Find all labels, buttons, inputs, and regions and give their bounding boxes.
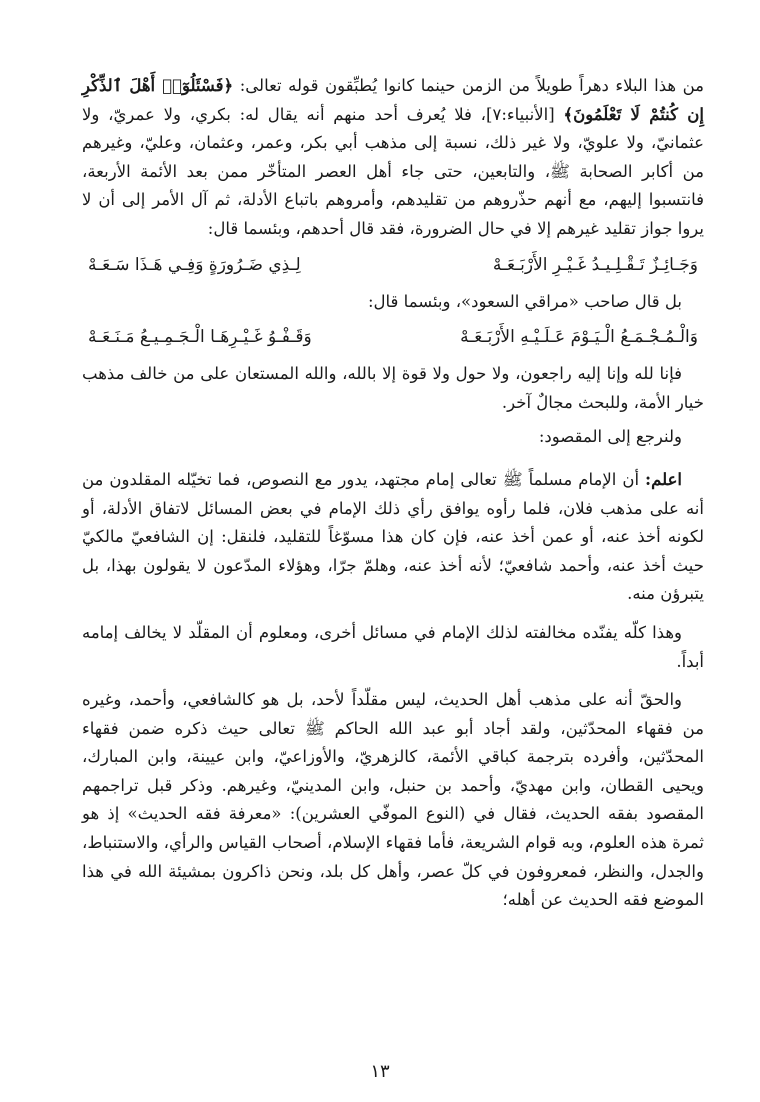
paragraph-1-pre: من هذا البلاء دهراً طويلاً من الزمن حينما كانوا يُطبِّقون قوله تعالى: [233,76,704,95]
paragraph-1 [82,72,704,244]
verse-1-left-hemistich: لِـذِي ضَـرُورَةٍ وَفِـي هَـذَا سَـعَـهْ [88,254,301,275]
paragraph-3: فإنا لله وإنا إليه راجعون، ولا حول ولا قوة إلا بالله، والله المستعان على من خالف مذهب خيار الأمة، وللبحث مجالٌ آخر. [82,364,704,412]
paragraph-2: بل قال صاحب «مراقي السعود»، وبئسما قال: [367,291,682,311]
verse-1-right-hemistich: وَجَـائِـزٌ تَـقْـلِـيـدُ غَـيْـرِ الأَرْبَـعَـهْ [492,254,698,275]
verse-2-left-hemistich: وَقَـفْـوُ غَـيْـرِهَـا الْـجَـمِـيـعُ مَـنَـعَـهْ [88,327,312,348]
page-number: ١٣ [370,1061,390,1082]
verse-2-right-hemistich: وَالْـمُـجْـمَـعُ الْـيَـوْمَ عَـلَـيْـهِ الأَرْبَـعَـهْ [460,327,698,348]
paragraph-5-rest: أن الإمام مسلماً ﷺ تعالى إمام مجتهد، يدور مع النصوص، فما تخيّله المقلدون من أنه على مذهب فلان، فلما رأوه يوافق رأي ذلك الإمام في بعض المسائل لاتفاق الأدلة، أو لكونه أخذ عنه، أو عمن أخذ عنه، فإن كان هذا مسوّغاً للتقليد، فلنقل: إن الشافعيّ مالكيّ حيث أخذ عنه، وأحمد شافعيّ؛ لأنه أخذ عنه، وهلمّ جرّا، وهؤلاء المدّعون لا يقولون بهذا، بل يتبرؤن منه. [82,469,704,604]
paragraph-5 [82,466,704,609]
paragraph-7: والحقّ أنه على مذهب أهل الحديث، ليس مقلّداً لأحد، بل هو كالشافعي، وأحمد، وغيره من فقهاء المحدّثين، ولقد أجاد أبو عبد الله الحاكم ﷺ تعالى حيث ذكره ضمن فقهاء المحدّثين، وأفرده بترجمة كباقي الأئمة، كالزهريّ، والأوزاعيّ، وابن عيينة، وابن المبارك، ويحيى القطان، وابن مهديّ، وأحمد بن حنبل، وابن المدينيّ، وغيرهم. وذكر قبل تراجمهم المقصود بفقه الحديث، فقال في (النوع الموفّي العشرين): «معرفة فقه الحديث» إذ هو ثمرة هذه العلوم، وبه قوام الشريعة، فأما فقهاء الإسلام، أصحاب القياس والرأي، والاستنباط، والجدل، والنظر، فمعروفون في كلّ عصر، وأهل كل بلد، ونحن ذاكرون بمشيئة الله في هذا الموضع فقه الحديث عن أهله؛ [82,690,704,910]
paragraph-6: وهذا كلّه يفنّده مخالفته لذلك الإمام في مسائل أخرى، ومعلوم أن المقلّد لا يخالف إمامه أبداً. [82,622,704,671]
verse-line-1 [82,248,704,282]
verse-line-2 [82,320,704,354]
paragraph-4: ولنرجع إلى المقصود: [538,427,682,447]
page-body [82,72,704,1062]
paragraph-1-post: [الأنبياء:٧]، فلا يُعرف أحد منهم أنه يقال له: بكري، ولا عمريّ، ولا عثمانيّ، ولا علويّ، ولا غير ذلك، نسبة إلى مذهب أبي بكر، وعمر، وعثمان، وعليّ، وغيرهم من أكابر الصحابة ﷺ، والتابعين، حتى جاء أهل العصر المتأخّر ممن بعد الأئمة الأربعة، فانتسبوا إليهم، مع أنهم حذّروهم من تقليدهم، وأمروهم باتباع الأدلة، ثم آل الأمر إلى أن لا يروا جواز تقليد غيرهم إلا في حال الضرورة، فقد قال أحدهم، وبئسما قال: [82,104,704,238]
quran-quote: ﴿فَسْئَلُوٓا۟ أَهْلَ ٱلذِّكْرِ إِن كُنتُمْ لَا تَعْلَمُونَ﴾ [82,76,704,124]
paragraph-5-lead: اعلم: [645,469,682,489]
